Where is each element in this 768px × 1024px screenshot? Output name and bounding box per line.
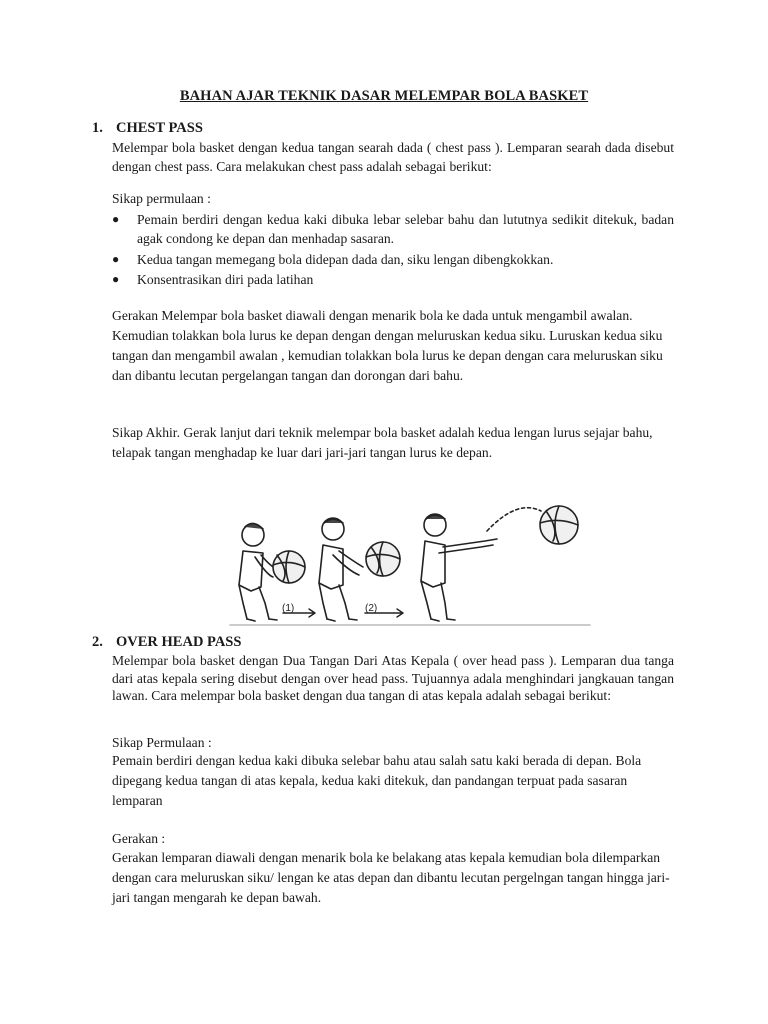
- section-2-intro: Melempar bola basket dengan Dua Tangan Dari Atas Kepala ( over head pass ). Lemparan dua tanga dari atas kepala sering disebut dengan over head pass. Tujuannya adala menghindari jangkauan tangan lawan. Cara melempar bola basket dengan dua tangan di atas kepala adalah sebagai berikut:: [112, 653, 674, 703]
- section-1-title: CHEST PASS: [116, 120, 203, 136]
- bullet-dot: ●: [112, 212, 120, 226]
- section-2-heading: [92, 634, 241, 651]
- bullet-item-1: [112, 210, 674, 248]
- section-2-title: OVER HEAD PASS: [116, 634, 242, 650]
- bullet-text-3: Konsentrasikan diri pada latihan: [137, 272, 314, 287]
- section-2-sikap-text: Pemain berdiri dengan kedua kaki dibuka selebar bahu atau salah satu kaki berada di depan. Bola dipegang kedua tangan di atas kepala, kedua kaki ditekuk, dan pandangan terpuat pada sasaran lemparan: [112, 753, 642, 808]
- step-label-1: (1): [282, 603, 295, 614]
- bullet-item-3: [112, 270, 674, 289]
- section-2-gerakan-text: Gerakan lemparan diawali dengan menarik bola ke belakang atas kepala kemudian bola dilemparkan dengan cara meluruskan siku/ lengan ke atas depan dan dibantu lecutan pergelngan tangan hingga jari-jari tangan mengarah ke depan bawah.: [112, 850, 670, 905]
- section-2-gerakan-label: Gerakan :: [112, 831, 166, 846]
- player-figure-2: [319, 518, 363, 621]
- section-1-gerakan: Gerakan Melempar bola basket diawali dengan menarik bola ke dada untuk mengambil awalan. Kemudian tolakkan bola lurus ke depan dengan dengan meluruskan kedua siku. Luruskan kedua siku tangan dan mengambil awalan , kemudian tolakkan bola lurus ke depan dengan cara meluruskan siku dan dibantu lecutan pergelangan tangan dan dorongan dari bahu.: [112, 308, 663, 383]
- section-1-sikap-label: Sikap permulaan :: [112, 191, 211, 206]
- section-2-number: 2.: [92, 634, 103, 650]
- bullet-dot: ●: [112, 252, 120, 266]
- section-1-intro: Melempar bola basket dengan kedua tangan searah dada ( chest pass ). Lemparan searah dada disebut dengan chest pass. Cara melakukan chest pass adalah sebagai berikut:: [112, 140, 674, 174]
- step-label-2: (2): [365, 603, 378, 614]
- player-figure-1: [239, 523, 277, 621]
- chest-pass-illustration: [225, 495, 595, 630]
- section-2-sikap-label: Sikap Permulaan :: [112, 735, 212, 750]
- bullet-text-1: Pemain berdiri dengan kedua kaki dibuka lebar selebar bahu dan lututnya sedikit ditekuk, badan agak condong ke depan dan menhadap sasaran.: [137, 212, 674, 246]
- document-title: BAHAN AJAR TEKNIK DASAR MELEMPAR BOLA BASKET: [179, 88, 589, 104]
- section-1-sikap-akhir: Sikap Akhir. Gerak lanjut dari teknik melempar bola basket adalah kedua lengan lurus sejajar bahu, telapak tangan menghadap ke luar dari jari-jari tangan lurus ke depan.: [112, 425, 653, 460]
- bullet-dot: ●: [112, 272, 120, 286]
- bullet-item-2: [112, 250, 674, 269]
- player-figure-3: [421, 514, 497, 621]
- bullet-text-2: Kedua tangan memegang bola didepan dada dan, siku lengan dibengkokkan.: [137, 252, 554, 267]
- section-1-heading: [92, 120, 203, 137]
- section-1-number: 1.: [92, 120, 103, 136]
